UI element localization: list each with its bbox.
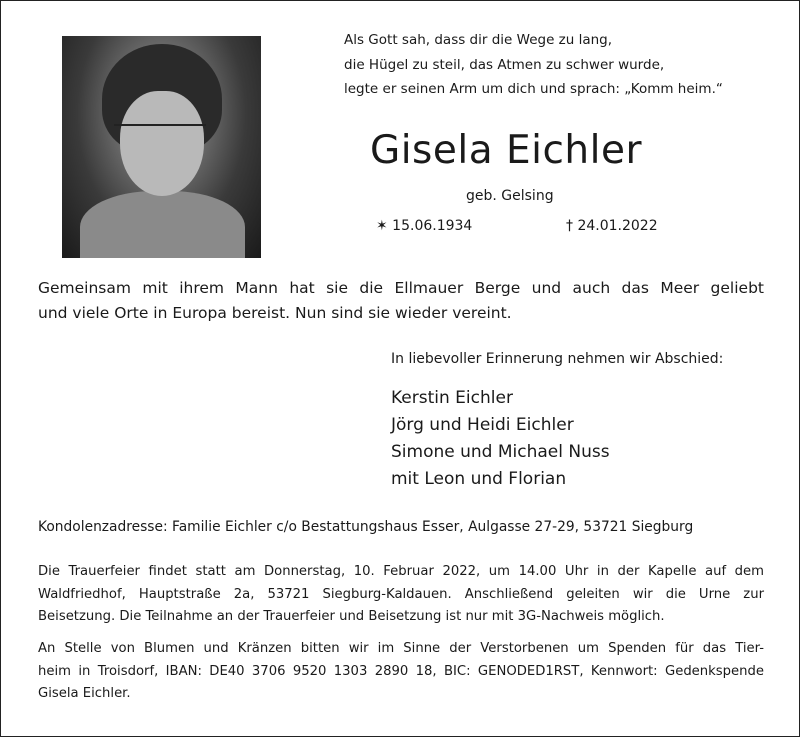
portrait-body bbox=[80, 191, 245, 258]
family-member: mit Leon und Florian bbox=[391, 469, 567, 489]
ceremony-text bbox=[38, 561, 764, 629]
intro-text bbox=[38, 276, 764, 326]
poem-line: Als Gott sah, dass dir die Wege zu lang, bbox=[344, 32, 613, 48]
family-member: Jörg und Heidi Eichler bbox=[391, 415, 574, 435]
portrait-glasses bbox=[114, 124, 206, 142]
family-list bbox=[391, 385, 610, 493]
poem-line: die Hügel zu steil, das Atmen zu schwer wurde, bbox=[344, 56, 665, 73]
poem bbox=[344, 28, 723, 102]
farewell-text: In liebevoller Erinnerung nehmen wir Abschied: bbox=[391, 351, 724, 367]
birth-date: ✶ 15.06.1934 bbox=[376, 218, 473, 234]
ceremony-line: Waldfriedhof, Hauptstraße 2a, 53721 Siegburg-Kaldauen. Anschließend geleiten wir die Urne zur bbox=[38, 586, 764, 602]
death-date: † 24.01.2022 bbox=[566, 218, 658, 234]
donation-text bbox=[38, 638, 764, 706]
deceased-name: Gisela Eichler bbox=[370, 128, 643, 173]
ceremony-line: Beisetzung. Die Teilnahme an der Trauerfeier und Beisetzung ist nur mit 3G-Nachweis möglich. bbox=[38, 609, 665, 624]
poem-line: legte er seinen Arm um dich und sprach: „Komm heim.“ bbox=[344, 81, 723, 97]
portrait-face bbox=[120, 91, 204, 196]
intro-line: Gemeinsam mit ihrem Mann hat sie die Ellmauer Berge und auch das Meer geliebt bbox=[38, 279, 764, 297]
ceremony-line: Die Trauerfeier findet statt am Donnerstag, 10. Februar 2022, um 14.00 Uhr in der Kapelle auf dem bbox=[38, 564, 764, 579]
family-member: Kerstin Eichler bbox=[391, 388, 513, 408]
birth-name: geb. Gelsing bbox=[466, 188, 554, 204]
donation-line: heim in Troisdorf, IBAN: DE40 3706 9520 1303 2890 18, BIC: GENODED1RST, Kennwort: Gedenkspende bbox=[38, 663, 764, 679]
condolence-address: Kondolenzadresse: Familie Eichler c/o Bestattungshaus Esser, Aulgasse 27-29, 53721 Siegburg bbox=[38, 519, 694, 535]
family-member: Simone und Michael Nuss bbox=[391, 442, 610, 462]
intro-line: und viele Orte in Europa bereist. Nun sind sie wieder vereint. bbox=[38, 304, 512, 322]
portrait-photo bbox=[62, 36, 261, 258]
donation-line: Gisela Eichler. bbox=[38, 686, 131, 701]
donation-line: An Stelle von Blumen und Kränzen bitten wir im Sinne der Verstorbenen um Spenden für das Tier- bbox=[38, 641, 764, 656]
